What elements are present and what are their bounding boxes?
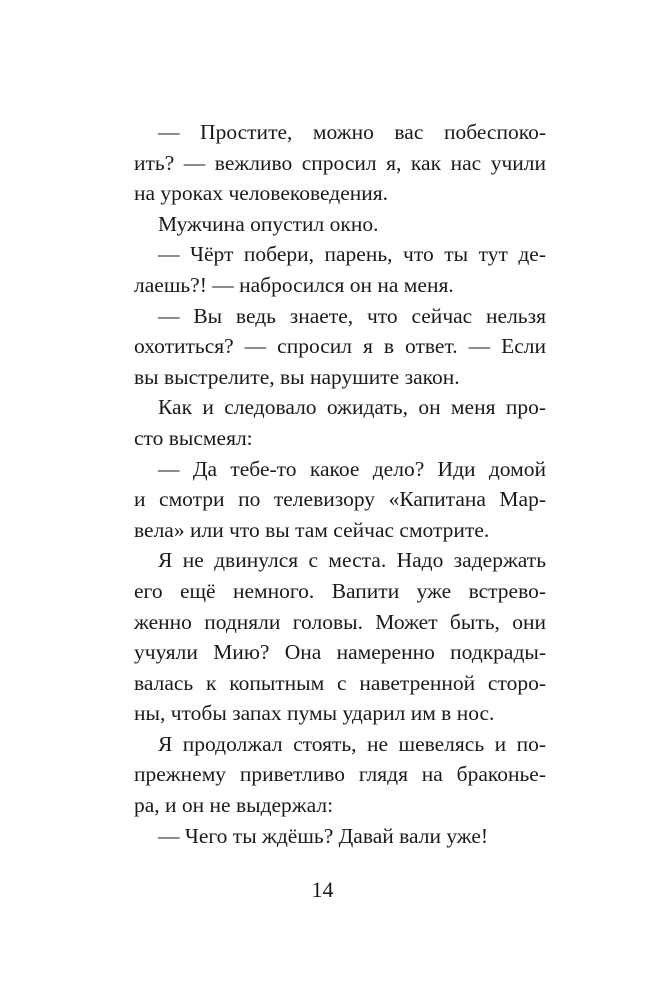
text-line: — Чёрт побери, парень, что ты тут де- xyxy=(158,242,546,267)
text-line: валась к копытным с наветренной сторо- xyxy=(134,670,546,695)
text-line: ны, чтобы запах пумы ударил им в нос. xyxy=(134,701,495,726)
text-line: ра, и он не выдержал: xyxy=(134,793,334,818)
text-line: Как и следовало ожидать, он меня про- xyxy=(158,395,546,420)
text-line: Мужчина опустил окно. xyxy=(158,211,379,236)
text-line: лаешь?! — набросился он на меня. xyxy=(134,272,454,297)
text-line: вы выстрелите, вы нарушите закон. xyxy=(134,364,460,389)
text-line: ить? — вежливо спросил я, как нас учили xyxy=(134,150,546,175)
text-line: женно подняли головы. Может быть, они xyxy=(134,609,546,634)
text-line: охотиться? — спросил я в ответ. — Если xyxy=(134,334,546,359)
text-line: — Вы ведь знаете, что сейчас нельзя xyxy=(158,303,546,328)
text-line: вела» или что вы там сейчас смотрите. xyxy=(134,517,490,542)
text-line: учуяли Мию? Она намеренно подкрады- xyxy=(134,640,546,665)
text-line: сто высмеял: xyxy=(134,425,253,450)
page-number: 14 xyxy=(311,877,334,902)
text-line: — Чего ты ждёшь? Давай вали уже! xyxy=(158,823,489,848)
text-line: и смотри по телевизору «Капитана Мар- xyxy=(134,487,546,512)
text-line: — Простите, можно вас побеспоко- xyxy=(158,120,546,144)
text-line: Я не двинулся с места. Надо задержать xyxy=(158,548,546,573)
text-line: Я продолжал стоять, не шевелясь и по- xyxy=(158,731,546,756)
text-line: — Да тебе-то какое дело? Иди домой xyxy=(158,456,546,481)
page-body-text xyxy=(134,117,546,851)
text-line: на уроках человековедения. xyxy=(134,181,389,206)
text-line: прежнему приветливо глядя на браконье- xyxy=(134,762,546,787)
text-line: его ещё немного. Вапити уже встрево- xyxy=(134,578,546,603)
